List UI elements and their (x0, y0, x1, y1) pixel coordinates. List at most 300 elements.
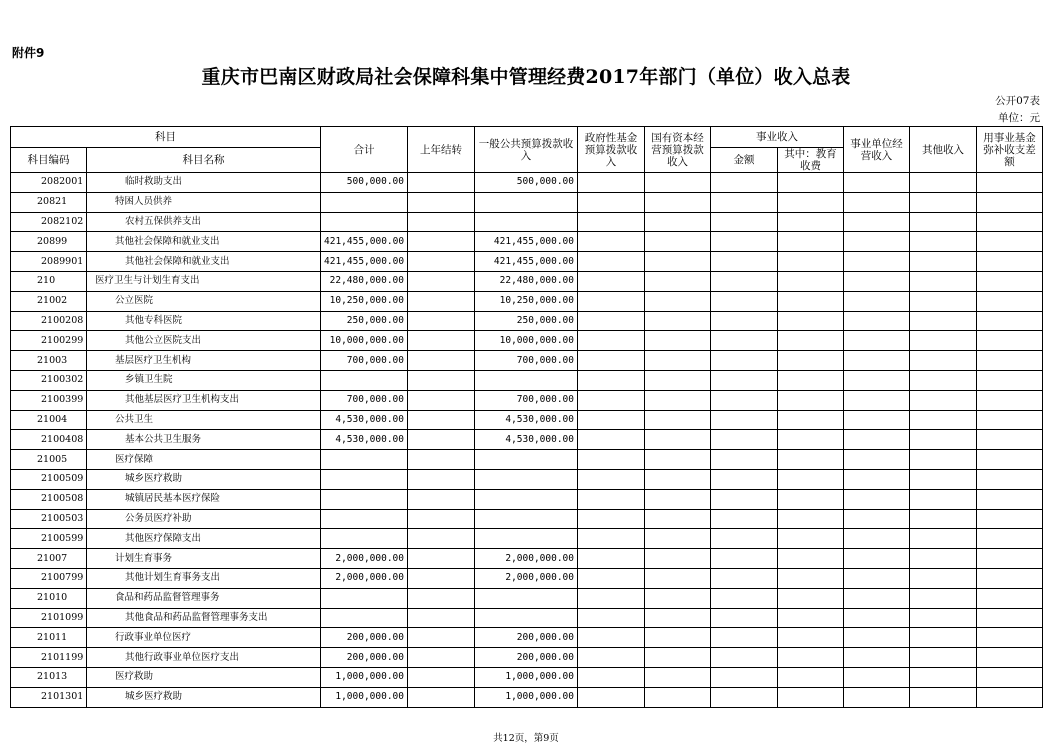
fund-cover-value (977, 568, 1043, 588)
subject-code: 21004 (11, 410, 87, 430)
business-amount-value (711, 232, 778, 252)
subject-name: 医疗救助 (87, 667, 321, 687)
total-value: 4,530,000.00 (321, 410, 408, 430)
subject-code: 2089901 (11, 252, 87, 272)
header-business-income: 事业收入 (711, 127, 844, 148)
fund-cover-value (977, 450, 1043, 470)
header-education-fee: 其中：教育收费 (778, 148, 844, 173)
gov-fund-value (578, 173, 645, 193)
operating-income-value (844, 390, 910, 410)
total-value (321, 529, 408, 549)
education-fee-value (778, 509, 844, 529)
carryover-value (408, 173, 475, 193)
business-amount-value (711, 588, 778, 608)
table-row (11, 192, 1043, 212)
operating-income-value (844, 648, 910, 668)
education-fee-value (778, 271, 844, 291)
subject-code: 2100302 (11, 370, 87, 390)
education-fee-value (778, 529, 844, 549)
table-row (11, 529, 1043, 549)
subject-name: 其他公立医院支出 (87, 331, 321, 351)
general-budget-value: 10,250,000.00 (475, 291, 578, 311)
table-row (11, 271, 1043, 291)
business-amount-value (711, 469, 778, 489)
table-row (11, 173, 1043, 193)
total-value: 700,000.00 (321, 351, 408, 371)
operating-income-value (844, 232, 910, 252)
subject-name: 基层医疗卫生机构 (87, 351, 321, 371)
education-fee-value (778, 549, 844, 569)
carryover-value (408, 509, 475, 529)
business-amount-value (711, 370, 778, 390)
education-fee-value (778, 628, 844, 648)
business-amount-value (711, 410, 778, 430)
fund-cover-value (977, 648, 1043, 668)
page-title: 重庆市巴南区财政局社会保障科集中管理经费2017年部门（单位）收入总表 (201, 66, 851, 88)
other-income-value (910, 331, 977, 351)
carryover-value (408, 469, 475, 489)
header-state-capital: 国有资本经营预算拨款收入 (645, 127, 711, 173)
header-gov-fund: 政府性基金预算拨款收入 (578, 127, 645, 173)
subject-code: 2100799 (11, 568, 87, 588)
business-amount-value (711, 192, 778, 212)
state-capital-value (645, 568, 711, 588)
education-fee-value (778, 608, 844, 628)
operating-income-value (844, 351, 910, 371)
subject-code: 2101099 (11, 608, 87, 628)
table-row (11, 667, 1043, 687)
total-value (321, 370, 408, 390)
state-capital-value (645, 667, 711, 687)
business-amount-value (711, 212, 778, 232)
subject-name: 其他医疗保障支出 (87, 529, 321, 549)
subject-name: 其他行政事业单位医疗支出 (87, 648, 321, 668)
business-amount-value (711, 529, 778, 549)
operating-income-value (844, 469, 910, 489)
gov-fund-value (578, 370, 645, 390)
education-fee-value (778, 430, 844, 450)
subject-name: 城镇居民基本医疗保险 (87, 489, 321, 509)
total-value (321, 450, 408, 470)
state-capital-value (645, 410, 711, 430)
subject-code: 21002 (11, 291, 87, 311)
total-value: 4,530,000.00 (321, 430, 408, 450)
subject-name: 特困人员供养 (87, 192, 321, 212)
fund-cover-value (977, 192, 1043, 212)
operating-income-value (844, 331, 910, 351)
fund-cover-value (977, 291, 1043, 311)
business-amount-value (711, 568, 778, 588)
state-capital-value (645, 687, 711, 707)
carryover-value (408, 529, 475, 549)
general-budget-value: 4,530,000.00 (475, 410, 578, 430)
gov-fund-value (578, 608, 645, 628)
general-budget-value (475, 489, 578, 509)
table-row (11, 331, 1043, 351)
general-budget-value: 700,000.00 (475, 351, 578, 371)
operating-income-value (844, 529, 910, 549)
state-capital-value (645, 351, 711, 371)
table-row (11, 311, 1043, 331)
carryover-value (408, 331, 475, 351)
operating-income-value (844, 291, 910, 311)
header-operating-income: 事业单位经营收入 (844, 127, 910, 173)
general-budget-value (475, 529, 578, 549)
total-value: 10,250,000.00 (321, 291, 408, 311)
fund-cover-value (977, 410, 1043, 430)
header-total: 合计 (321, 127, 408, 173)
general-budget-value: 1,000,000.00 (475, 667, 578, 687)
other-income-value (910, 271, 977, 291)
table-row (11, 232, 1043, 252)
carryover-value (408, 410, 475, 430)
gov-fund-value (578, 469, 645, 489)
state-capital-value (645, 311, 711, 331)
table-row (11, 212, 1043, 232)
carryover-value (408, 628, 475, 648)
business-amount-value (711, 667, 778, 687)
header-other-income: 其他收入 (910, 127, 977, 173)
operating-income-value (844, 271, 910, 291)
table-row (11, 489, 1043, 509)
total-value: 1,000,000.00 (321, 687, 408, 707)
general-budget-value: 200,000.00 (475, 648, 578, 668)
other-income-value (910, 628, 977, 648)
operating-income-value (844, 687, 910, 707)
carryover-value (408, 608, 475, 628)
gov-fund-value (578, 252, 645, 272)
other-income-value (910, 430, 977, 450)
education-fee-value (778, 370, 844, 390)
state-capital-value (645, 469, 711, 489)
other-income-value (910, 489, 977, 509)
table-row (11, 450, 1043, 470)
subject-code: 21013 (11, 667, 87, 687)
gov-fund-value (578, 509, 645, 529)
general-budget-value: 200,000.00 (475, 628, 578, 648)
carryover-value (408, 648, 475, 668)
fund-cover-value (977, 271, 1043, 291)
general-budget-value (475, 588, 578, 608)
business-amount-value (711, 687, 778, 707)
education-fee-value (778, 331, 844, 351)
header-general-budget: 一般公共预算拨款收入 (475, 127, 578, 173)
education-fee-value (778, 588, 844, 608)
business-amount-value (711, 549, 778, 569)
total-value (321, 192, 408, 212)
education-fee-value (778, 192, 844, 212)
fund-cover-value (977, 489, 1043, 509)
subject-name: 其他社会保障和就业支出 (87, 232, 321, 252)
attachment-label: 附件9 (12, 46, 45, 60)
general-budget-value: 2,000,000.00 (475, 568, 578, 588)
carryover-value (408, 370, 475, 390)
state-capital-value (645, 628, 711, 648)
gov-fund-value (578, 271, 645, 291)
operating-income-value (844, 370, 910, 390)
gov-fund-value (578, 687, 645, 707)
fund-cover-value (977, 311, 1043, 331)
subject-name: 公立医院 (87, 291, 321, 311)
operating-income-value (844, 311, 910, 331)
table-row (11, 588, 1043, 608)
subject-name: 其他计划生育事务支出 (87, 568, 321, 588)
business-amount-value (711, 608, 778, 628)
subject-code: 210 (11, 271, 87, 291)
subject-code: 21010 (11, 588, 87, 608)
state-capital-value (645, 173, 711, 193)
total-value: 2,000,000.00 (321, 568, 408, 588)
education-fee-value (778, 311, 844, 331)
subject-name: 其他基层医疗卫生机构支出 (87, 390, 321, 410)
gov-fund-value (578, 648, 645, 668)
education-fee-value (778, 648, 844, 668)
business-amount-value (711, 509, 778, 529)
state-capital-value (645, 192, 711, 212)
other-income-value (910, 648, 977, 668)
education-fee-value (778, 291, 844, 311)
subject-name: 城乡医疗救助 (87, 469, 321, 489)
other-income-value (910, 549, 977, 569)
gov-fund-value (578, 232, 645, 252)
business-amount-value (711, 252, 778, 272)
state-capital-value (645, 212, 711, 232)
fund-cover-value (977, 390, 1043, 410)
business-amount-value (711, 291, 778, 311)
operating-income-value (844, 192, 910, 212)
table-row (11, 430, 1043, 450)
carryover-value (408, 667, 475, 687)
business-amount-value (711, 331, 778, 351)
subject-code: 21011 (11, 628, 87, 648)
table-row (11, 252, 1043, 272)
gov-fund-value (578, 489, 645, 509)
education-fee-value (778, 390, 844, 410)
page-footer: 共12页，第9页 (493, 733, 559, 744)
gov-fund-value (578, 628, 645, 648)
subject-code: 2100299 (11, 331, 87, 351)
operating-income-value (844, 608, 910, 628)
gov-fund-value (578, 331, 645, 351)
total-value (321, 489, 408, 509)
carryover-value (408, 450, 475, 470)
gov-fund-value (578, 192, 645, 212)
general-budget-value: 4,530,000.00 (475, 430, 578, 450)
business-amount-value (711, 628, 778, 648)
business-amount-value (711, 390, 778, 410)
gov-fund-value (578, 351, 645, 371)
subject-code: 2100399 (11, 390, 87, 410)
total-value: 421,455,000.00 (321, 252, 408, 272)
income-table (10, 126, 1043, 708)
table-row (11, 390, 1043, 410)
general-budget-value: 250,000.00 (475, 311, 578, 331)
fund-cover-value (977, 173, 1043, 193)
general-budget-value: 2,000,000.00 (475, 549, 578, 569)
other-income-value (910, 311, 977, 331)
other-income-value (910, 370, 977, 390)
subject-name: 公务员医疗补助 (87, 509, 321, 529)
header-name: 科目名称 (87, 148, 321, 173)
total-value: 1,000,000.00 (321, 667, 408, 687)
general-budget-value: 421,455,000.00 (475, 252, 578, 272)
other-income-value (910, 291, 977, 311)
other-income-value (910, 410, 977, 430)
education-fee-value (778, 351, 844, 371)
total-value (321, 608, 408, 628)
carryover-value (408, 588, 475, 608)
education-fee-value (778, 687, 844, 707)
education-fee-value (778, 173, 844, 193)
form-number: 公开07表 (995, 95, 1040, 107)
table-row (11, 469, 1043, 489)
total-value: 2,000,000.00 (321, 549, 408, 569)
gov-fund-value (578, 212, 645, 232)
business-amount-value (711, 311, 778, 331)
carryover-value (408, 192, 475, 212)
operating-income-value (844, 450, 910, 470)
total-value: 700,000.00 (321, 390, 408, 410)
table-row (11, 608, 1043, 628)
table-row (11, 568, 1043, 588)
general-budget-value: 421,455,000.00 (475, 232, 578, 252)
other-income-value (910, 450, 977, 470)
gov-fund-value (578, 291, 645, 311)
education-fee-value (778, 252, 844, 272)
header-fund-cover: 用事业基金弥补收支差额 (977, 127, 1043, 173)
total-value: 200,000.00 (321, 648, 408, 668)
subject-code: 2100208 (11, 311, 87, 331)
business-amount-value (711, 173, 778, 193)
total-value: 22,480,000.00 (321, 271, 408, 291)
subject-code: 2082102 (11, 212, 87, 232)
subject-name: 城乡医疗救助 (87, 687, 321, 707)
business-amount-value (711, 430, 778, 450)
general-budget-value (475, 192, 578, 212)
fund-cover-value (977, 430, 1043, 450)
operating-income-value (844, 667, 910, 687)
subject-code: 21005 (11, 450, 87, 470)
education-fee-value (778, 489, 844, 509)
state-capital-value (645, 608, 711, 628)
fund-cover-value (977, 370, 1043, 390)
fund-cover-value (977, 509, 1043, 529)
carryover-value (408, 568, 475, 588)
subject-name: 公共卫生 (87, 410, 321, 430)
subject-code: 2100503 (11, 509, 87, 529)
subject-code: 20821 (11, 192, 87, 212)
other-income-value (910, 687, 977, 707)
header-code: 科目编码 (11, 148, 87, 173)
carryover-value (408, 232, 475, 252)
carryover-value (408, 390, 475, 410)
business-amount-value (711, 489, 778, 509)
subject-code: 21003 (11, 351, 87, 371)
header-subject: 科目 (11, 127, 321, 148)
fund-cover-value (977, 331, 1043, 351)
gov-fund-value (578, 390, 645, 410)
state-capital-value (645, 450, 711, 470)
state-capital-value (645, 291, 711, 311)
general-budget-value (475, 370, 578, 390)
operating-income-value (844, 430, 910, 450)
subject-name: 临时救助支出 (87, 173, 321, 193)
education-fee-value (778, 667, 844, 687)
carryover-value (408, 687, 475, 707)
general-budget-value: 10,000,000.00 (475, 331, 578, 351)
education-fee-value (778, 232, 844, 252)
carryover-value (408, 291, 475, 311)
subject-code: 2100508 (11, 489, 87, 509)
carryover-value (408, 489, 475, 509)
subject-name: 食品和药品监督管理事务 (87, 588, 321, 608)
operating-income-value (844, 252, 910, 272)
state-capital-value (645, 549, 711, 569)
other-income-value (910, 608, 977, 628)
gov-fund-value (578, 529, 645, 549)
subject-code: 2101301 (11, 687, 87, 707)
business-amount-value (711, 648, 778, 668)
table-row (11, 370, 1043, 390)
fund-cover-value (977, 529, 1043, 549)
state-capital-value (645, 430, 711, 450)
carryover-value (408, 271, 475, 291)
total-value (321, 509, 408, 529)
general-budget-value: 500,000.00 (475, 173, 578, 193)
education-fee-value (778, 568, 844, 588)
gov-fund-value (578, 549, 645, 569)
general-budget-value: 22,480,000.00 (475, 271, 578, 291)
education-fee-value (778, 469, 844, 489)
table-row (11, 351, 1043, 371)
fund-cover-value (977, 252, 1043, 272)
carryover-value (408, 549, 475, 569)
fund-cover-value (977, 588, 1043, 608)
operating-income-value (844, 173, 910, 193)
general-budget-value (475, 450, 578, 470)
table-row (11, 410, 1043, 430)
table-row (11, 648, 1043, 668)
subject-code: 2100599 (11, 529, 87, 549)
state-capital-value (645, 509, 711, 529)
business-amount-value (711, 351, 778, 371)
total-value: 10,000,000.00 (321, 331, 408, 351)
state-capital-value (645, 588, 711, 608)
subject-name: 计划生育事务 (87, 549, 321, 569)
table-row (11, 549, 1043, 569)
other-income-value (910, 588, 977, 608)
total-value (321, 588, 408, 608)
state-capital-value (645, 489, 711, 509)
gov-fund-value (578, 311, 645, 331)
other-income-value (910, 351, 977, 371)
subject-name: 医疗卫生与计划生育支出 (87, 271, 321, 291)
state-capital-value (645, 529, 711, 549)
table-row (11, 687, 1043, 707)
other-income-value (910, 252, 977, 272)
operating-income-value (844, 628, 910, 648)
other-income-value (910, 469, 977, 489)
general-budget-value (475, 509, 578, 529)
header-amount: 金额 (711, 148, 778, 173)
business-amount-value (711, 450, 778, 470)
education-fee-value (778, 410, 844, 430)
operating-income-value (844, 568, 910, 588)
total-value: 250,000.00 (321, 311, 408, 331)
subject-name: 乡镇卫生院 (87, 370, 321, 390)
other-income-value (910, 212, 977, 232)
carryover-value (408, 212, 475, 232)
